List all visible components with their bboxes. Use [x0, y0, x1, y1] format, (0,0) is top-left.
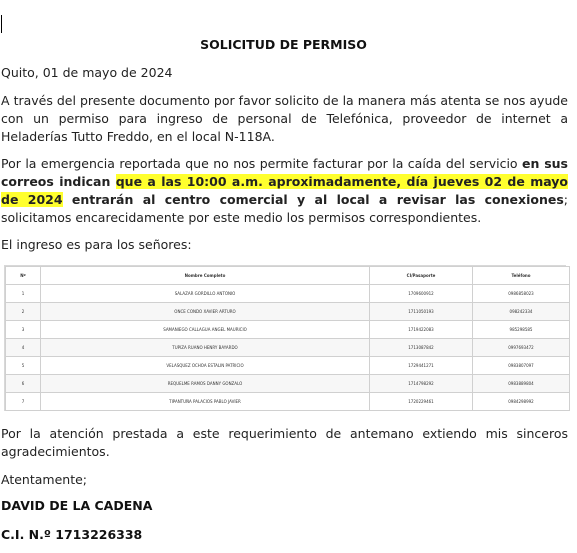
cell-id: 1713087842 — [370, 339, 473, 357]
cell-number: 2 — [6, 303, 41, 321]
cell-name: REQUELME RAMOS DANNY GONZALO — [41, 375, 370, 393]
cell-phone: 0997693472 — [473, 339, 570, 357]
cell-name: TUPIZA RUANO HENRY BAYARDO — [41, 339, 370, 357]
cell-id: 1729441271 — [370, 357, 473, 375]
cell-number: 3 — [6, 321, 41, 339]
cell-number: 7 — [6, 393, 41, 411]
cell-id: 1714798292 — [370, 375, 473, 393]
emergency-closing-text: ; solicitamos encarecidamente por este medio los permisos correspondientes. — [1, 192, 568, 225]
cell-name: SAMANIEGO CALLAGUA ANGEL MAURICIO — [41, 321, 370, 339]
cell-number: 4 — [6, 339, 41, 357]
header-id: CI/Pasaporte — [370, 267, 473, 285]
cell-name: SALAZAR GORDILLO ANTONIO — [41, 285, 370, 303]
cell-number: 1 — [6, 285, 41, 303]
cell-phone: 0983889804 — [473, 375, 570, 393]
closing-line: Atentamente; — [1, 472, 87, 487]
cell-id: 1711050193 — [370, 303, 473, 321]
table-row — [6, 339, 570, 357]
personnel-table — [5, 266, 570, 411]
table-row — [6, 357, 570, 375]
signature-name: DAVID DE LA CADENA — [1, 498, 153, 513]
personnel-intro: El ingreso es para los señores: — [1, 237, 192, 252]
signature-id: C.I. N.º 1713226338 — [1, 527, 143, 542]
cell-name: TIPANTUÑA PALACIOS PABLO JAVIER — [41, 393, 370, 411]
table-row — [6, 303, 570, 321]
date-line: Quito, 01 de mayo de 2024 — [1, 65, 173, 80]
emergency-paragraph — [1, 155, 568, 227]
header-name: Nombre Completo — [41, 267, 370, 285]
cell-phone: 0983807097 — [473, 357, 570, 375]
cell-phone: 0986858023 — [473, 285, 570, 303]
cell-phone: 985298585 — [473, 321, 570, 339]
header-number: Nº — [6, 267, 41, 285]
cell-name: ONCE CONDO XAVIER ARTURO — [41, 303, 370, 321]
cell-phone: 098242334 — [473, 303, 570, 321]
highlighted-schedule: que a las 10:00 a.m. aproximadamente, día jueves 02 de mayo de 2024 — [1, 174, 569, 207]
text-cursor — [1, 15, 2, 33]
emergency-text: Por la emergencia reportada que no nos permite facturar por la caída del servicio — [1, 156, 523, 171]
cell-name: VELASQUEZ OCHOA ESTALIN PATRICIO — [41, 357, 370, 375]
cell-id: 1709600912 — [370, 285, 473, 303]
table-header-row — [6, 267, 570, 285]
cell-id: 1719422083 — [370, 321, 473, 339]
table-row — [6, 321, 570, 339]
cell-number: 5 — [6, 357, 41, 375]
document-title: SOLICITUD DE PERMISO — [200, 37, 367, 52]
emergency-bold-text: en sus correos indican — [1, 156, 568, 189]
table-row — [6, 285, 570, 303]
emergency-bold-text-2: entrarán al centro comercial y al local a revisar las conexiones — [62, 192, 564, 207]
cell-id: 1720229461 — [370, 393, 473, 411]
table-row — [6, 393, 570, 411]
cell-phone: 0984298992 — [473, 393, 570, 411]
intro-paragraph: A través del presente documento por favor solicito de la manera más atenta se nos ayude con un permiso para ingreso de personal de Telefónica, proveedor de internet a Heladerías Tutto Freddo, en el local N-118A. — [1, 93, 568, 144]
cell-number: 6 — [6, 375, 41, 393]
table-row — [6, 375, 570, 393]
personnel-table-image — [4, 265, 566, 411]
thanks-paragraph: Por la atención prestada a este requerimiento de antemano extiendo mis sinceros agradecimientos. — [1, 426, 568, 459]
header-phone: Teléfono — [473, 267, 570, 285]
